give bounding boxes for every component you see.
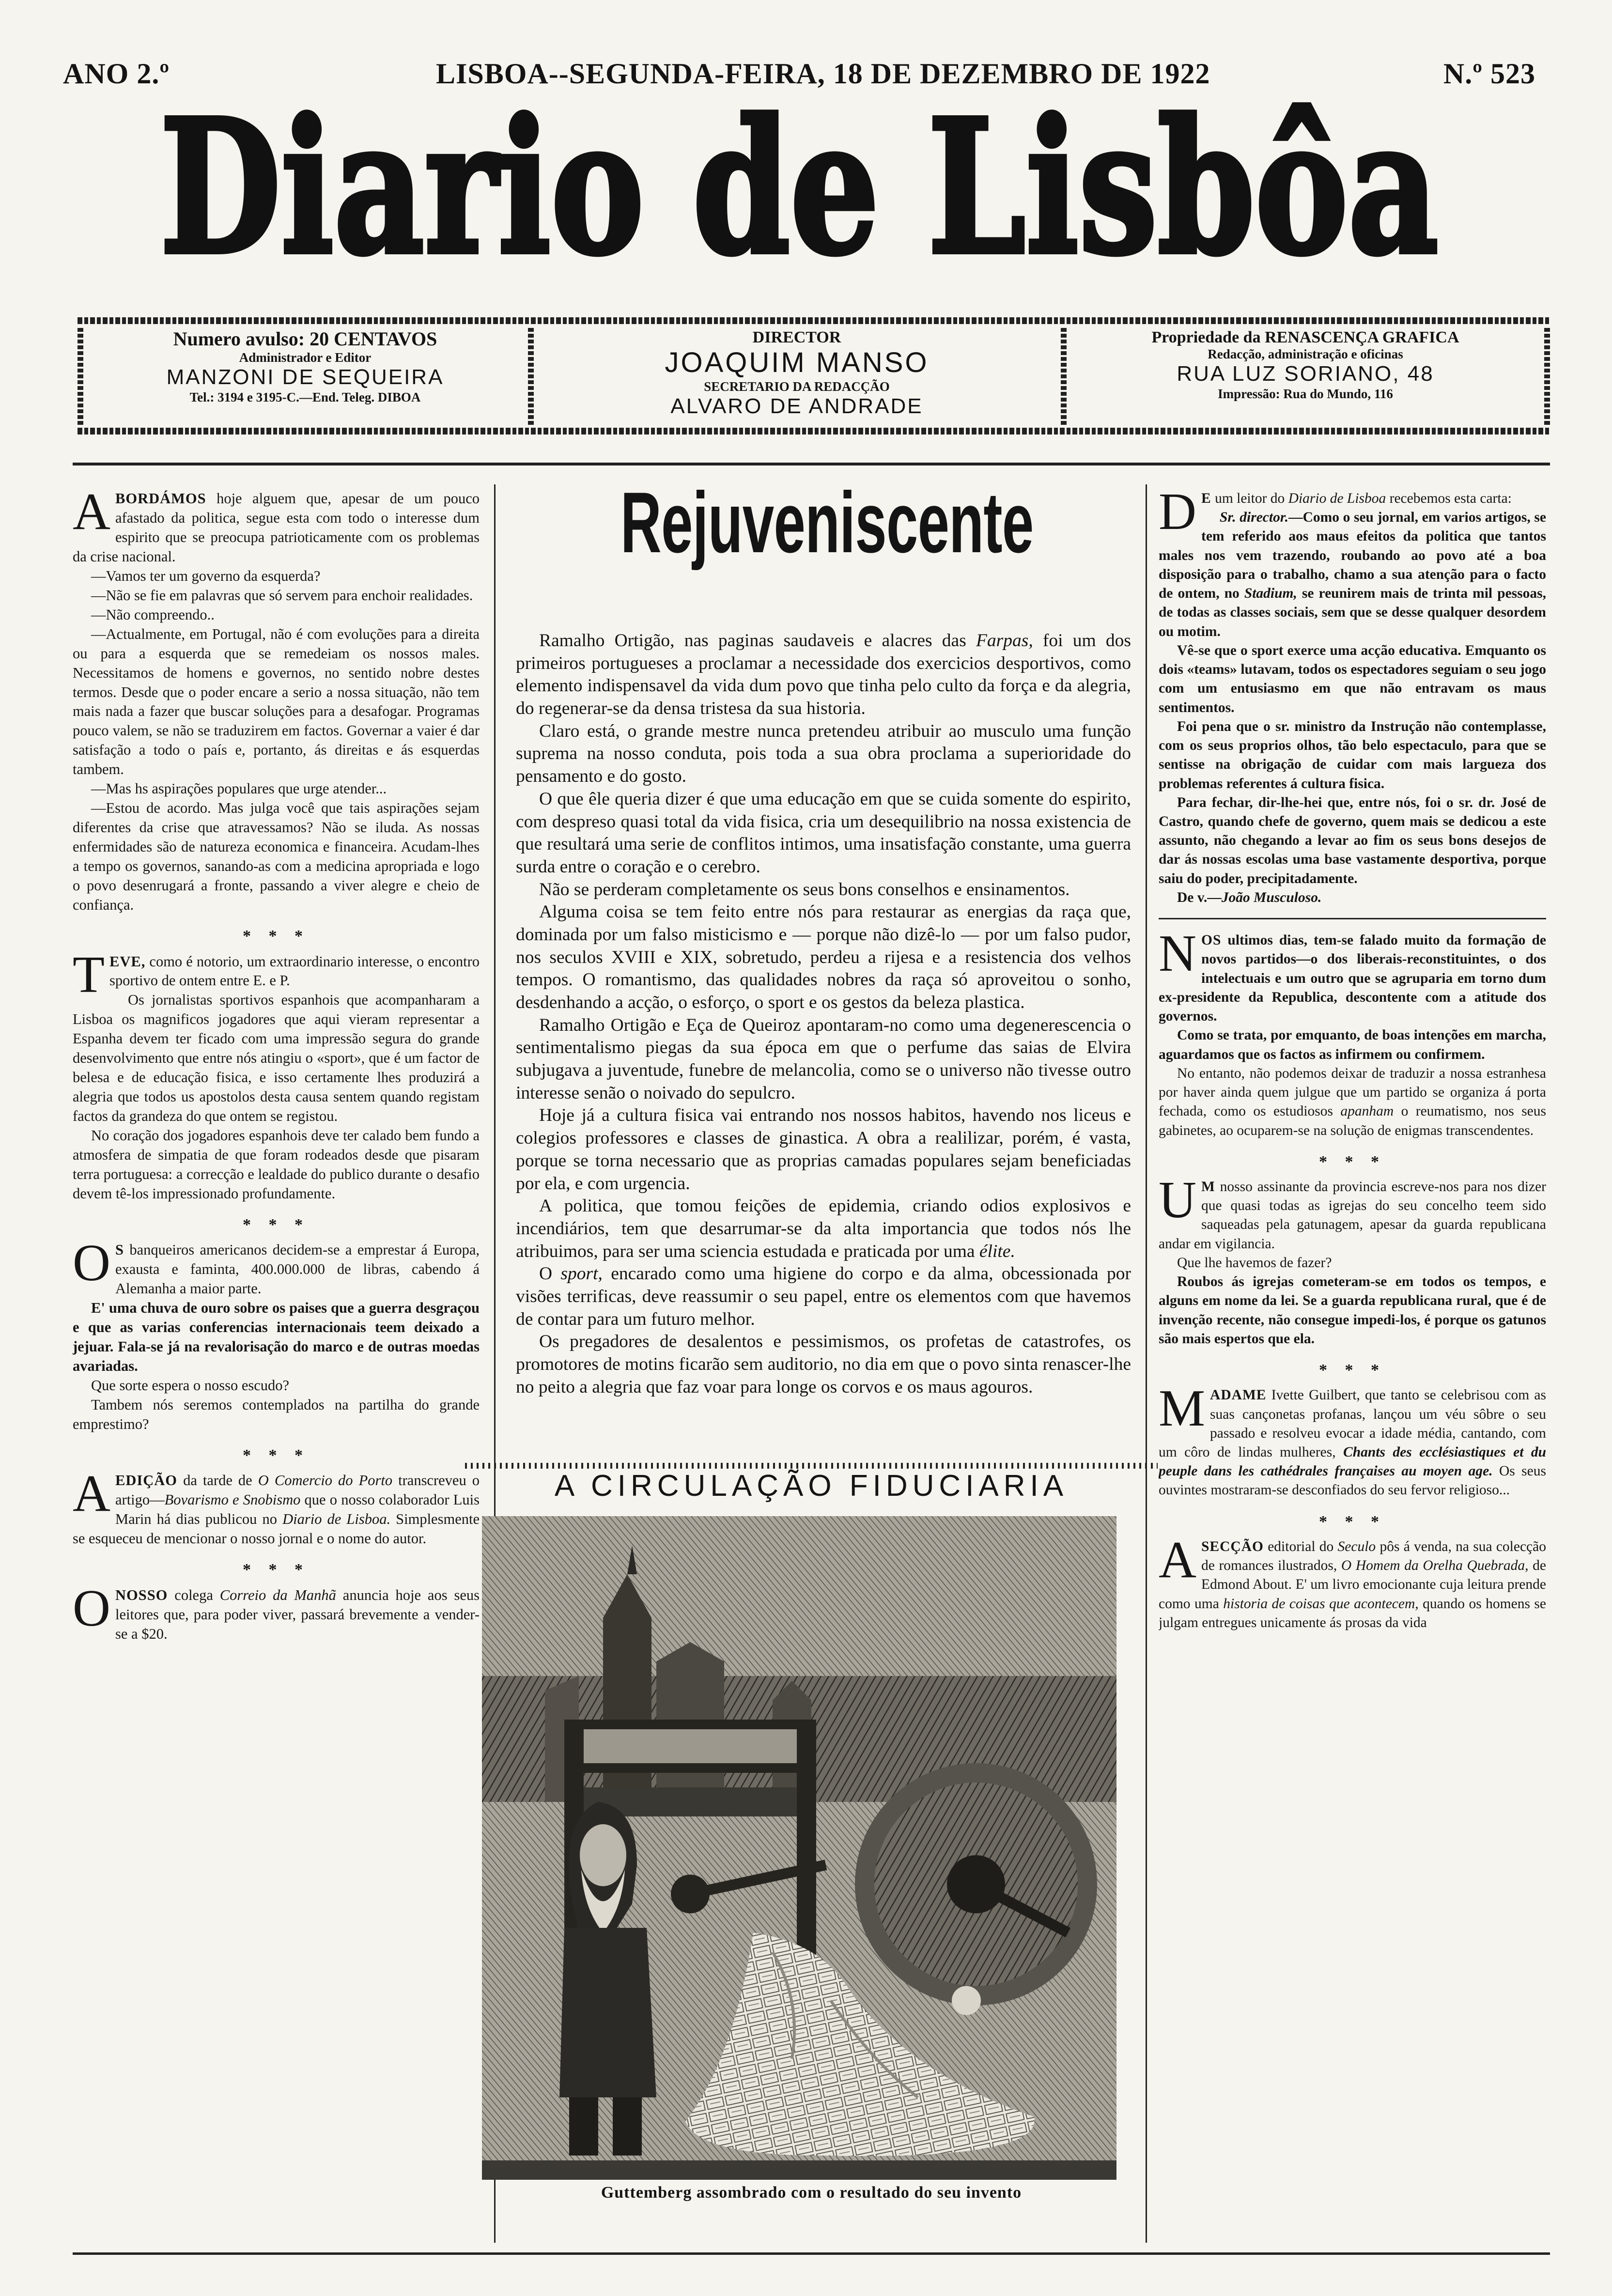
top-frame-rule (73, 463, 1550, 465)
dateline (63, 57, 1535, 96)
lead-word: M (1201, 1179, 1215, 1195)
paragraph: Hoje já a cultura fisica vai entrando nos nossos habitos, havendo nos liceus e colegios professores e classes de ginastica. A obra a realilizar, porém, é vasta, porque se torna necessario que as proprias camadas populares sejam beneficiadas por ela, e com urgencia. (516, 1105, 1131, 1194)
paragraph (1159, 1064, 1546, 1140)
price-line: Numero avulso: 20 CENTAVOS (173, 328, 437, 350)
paragraph: —Estou de acordo. Mas julga você que tais aspirações sejam diferentes da crise que atravessamos? Não se iluda. As nossas enfermidades são de natureza economica e financeira. Acudam-lhes a tempo os governos, sanando-as com a medicina apropriada e logo o povo desenrugará a fronte, passando a viver alegre e cheio de confiança. (73, 800, 480, 914)
paragraph: Que lhe havemos de fazer? (1177, 1255, 1332, 1271)
section-separator: * * * (243, 927, 310, 945)
book-title: O Homem da Orelha Quebrada, (1341, 1558, 1529, 1574)
lead-word: OS (1201, 932, 1222, 948)
paragraph: —Não compreendo.. (91, 606, 215, 623)
owner-line: Propriedade da RENASCENÇA GRAFICA (1151, 328, 1459, 346)
drop-cap: O (73, 1234, 110, 1292)
drop-cap: A (73, 1465, 110, 1523)
newspaper-title: Correio da Manhã (219, 1586, 336, 1603)
column-rule (1146, 484, 1147, 2243)
paragraph (516, 630, 1131, 720)
header-divider (78, 328, 83, 425)
section-separator: * * * (1319, 1361, 1386, 1380)
drop-cap: O (73, 1579, 110, 1637)
header-divider (1061, 328, 1067, 425)
gutenberg-press-drawing (482, 1516, 1116, 2180)
cartoon-illustration (482, 1516, 1116, 2180)
book-title: Farpas, (976, 631, 1033, 651)
phone-line: Tel.: 3194 e 3195-C.—End. Teleg. DIBOA (189, 389, 421, 404)
header-divider (1544, 328, 1550, 425)
header-top-border (78, 317, 1550, 324)
drop-cap: A (73, 489, 110, 541)
song-title: Chants des ecclésiastiques et du peuple dans les cathédrales françaises au moyen age. (1159, 1444, 1546, 1479)
paragraph: Para fechar, dir-lhe-hei que, entre nós, foi o sr. dr. José de Castro, quando chefe de governo, quem mais se dedicou a este assunto, não chegando a levar ao fim os seus bons desejos de dar ás nossas escolas uma base vastamente desportiva, porque saiu do poder, precipitadamente. (1159, 794, 1546, 886)
paragraph: Os pregadores de desalentos e pessimismos, os profetas de catastrofes, os promotores de motins ficarão sem auditorio, no dia em que o povo sinta renascer-lhe no peito a alegria que faz voar para longe os corvos e os maus agouros. (516, 1332, 1131, 1397)
director-name: JOAQUIM MANSO (665, 347, 929, 379)
paragraph: —Não se fie em palavras que só servem para enchoir realidades. (91, 587, 473, 604)
section-separator: * * * (243, 1561, 310, 1579)
cartoon-caption: Guttemberg assombrado com o resultado do seu invento (601, 2184, 1022, 2202)
paragraph: Alguma coisa se tem feito entre nós para restaurar as energias da raça que, dominada por um falso misticismo e — porque não dizê-lo — por um falso pudor, nos seculos XVIII e XIX, sobretudo, perdeu a rijesa e a resistencia dos velhos tempos. O romantismo, das qualidades nobres da raça só aproveitou o sonho, desdenhando a acção, o esforço, o sport e os gestos da beleza plastica. (516, 902, 1131, 1012)
lead-text: pôs á venda, na sua colecção de romances ilustrados, (1201, 1538, 1546, 1574)
dotted-rule (465, 1463, 1158, 1469)
text: No entanto, não podemos deixar de traduzir a nossa estranhesa por haver ainda quem julgue que um partido se organiza á porta fechada, como os estudiosos (1159, 1065, 1546, 1119)
right-column (1159, 489, 1546, 2223)
paragraph: Roubos ás igrejas cometeram-se em todos os tempos, e alguns em nome da lei. Se a guarda republicana rural, que é de invenção recente, não consegue impedi-los, é porque os gatunos são mais espertos que ela. (1159, 1274, 1546, 1347)
news-item-sport (73, 946, 480, 1204)
section-rule (1159, 918, 1546, 922)
signature-name: João Musculoso. (1221, 889, 1322, 905)
masthead (145, 92, 1453, 295)
text: apanham (1340, 1103, 1394, 1119)
news-item-correio (73, 1579, 480, 1644)
lead-text: banqueiros americanos decidem-se a emprestar á Europa, exausta e faminta, 400.000.000 de libras, cabendo á Alemanha a maior parte. (115, 1241, 480, 1297)
text: o reumatismo, nos seus gabinetes, ao ocuparem-se na solução de enigmas transcendentes. (1159, 1103, 1546, 1138)
news-item-guilbert (1159, 1380, 1546, 1500)
lead-word: EDIÇÃO (115, 1472, 178, 1489)
drop-cap: T (73, 946, 105, 1004)
administrator-name: MANZONI DE SEQUEIRA (166, 365, 444, 389)
cartoon-heading: A CIRCULAÇÃO FIDUCIARIA (554, 1469, 1069, 1503)
lead-word: EVE, (109, 953, 146, 970)
lead-word: S (115, 1241, 124, 1258)
text: De v.— (1177, 889, 1222, 905)
section-separator: * * * (1319, 1152, 1386, 1171)
text: —Como o seu jornal, em varios artigos, se tem referido aos maus efeitos da politica que tantos males nos vem trazendo, roubando ao povo até a boa disposição para o trabalho, chamo a sua atenção para o facto de ontem, no (1159, 510, 1546, 602)
secretary-role: SECRETARIO DA REDACÇÃO (704, 379, 890, 394)
lead-text: que o nosso colaborador Luis Marin há dias publicou no (115, 1491, 480, 1528)
news-item-seculo (1159, 1531, 1546, 1632)
lead-text: ultimos dias, tem-se falado muito da formação de novos partidos—o dos liberais-reconstituintes, o dos intelectuais e um outro que se agruparia em torno dum ex-presidente da Republica, descontente com a atitude dos governos. (1159, 932, 1546, 1024)
paragraph: Como se trata, por emquanto, de boas intenções em marcha, aguardamos que os factos as infirmem ou confirmem. (1159, 1027, 1546, 1062)
lead-text: um leitor do (1211, 491, 1288, 506)
venue-name: Stadium, (1244, 586, 1297, 602)
text: Ramalho Ortigão, nas paginas saudaveis e alacres das (539, 631, 976, 651)
lead-text: de Edmond About. E' um livro emocionante cuja leitura prende como uma (1159, 1558, 1546, 1612)
header-left-box (87, 328, 523, 425)
secretary-name: ALVARO DE ANDRADE (670, 394, 923, 418)
news-item-politics (73, 489, 480, 915)
lead-text: nosso assinante da provincia escreve-nos para nos dizer que quasi todas as igrejas do seu concelho teem sido saqueadas pela gatunagem, apesar da guarda republicana andar em vigilancia. (1159, 1179, 1546, 1252)
editorial-title: Rejuveniscente (620, 474, 1034, 571)
paragraph: Os jornalistas sportivos espanhois que acompanharam a Lisboa os magnificos jogadores que aqui vieram representar a Espanha devem ter ficado com uma impressão segura do grande desenvolvimento que entre nós atingiu o «sport», que é um factor de belesa e de educação fisica, e isso certamente lhes produzirá a alegria que todos us apostolos desta causa sentem quando registam factos da grandeza do que ontem se registou. (73, 992, 480, 1125)
text: élite. (979, 1241, 1015, 1261)
signature (1159, 888, 1546, 907)
bottom-frame-rule (73, 2252, 1550, 2255)
newspaper-title: O Comercio do Porto (258, 1472, 393, 1489)
news-item-comercio (73, 1465, 480, 1549)
news-item-reader-letter (1159, 489, 1546, 907)
lead-text: Simplesmente se esqueceu de mencionar o nosso jornal e o nome do autor. (73, 1511, 480, 1547)
text: sport, (560, 1264, 603, 1284)
text: encarado como uma higiene do corpo e da alma, obcessionada por visões terrificas, deve reassumir o seu papel, entre os elementos com que havemos de contar para um futuro melhor. (516, 1264, 1131, 1329)
lead-text: Os seus ouvintes mostraram-se desconfiados do seu fervor religioso... (1159, 1463, 1546, 1498)
year-label: ANO 2.º (63, 58, 170, 90)
paragraph: Não se perderam completamente os seus bons conselhos e ensinamentos. (539, 879, 1070, 900)
lead-text: recebemos esta carta: (1386, 491, 1512, 506)
paragraph: —Actualmente, em Portugal, não é com evoluções para a direita ou para a esquerda que se remedeiam os nossos males. Necessitamos de homens e governos, no sentido nobre destes termos. Desde que o poder encare a serio a nossa situação, não tem mais nada a fazer que buscar soluções para a desafogar. Programas pouco valem, se não se traduzirem em factos. Governar a vaier é dar satisfação a todo o país e, portanto, ás direitas e ás esquerdas tambem. (73, 625, 480, 778)
printing-line: Impressão: Rua do Mundo, 116 (1218, 386, 1393, 401)
address-line: RUA LUZ SORIANO, 48 (1177, 362, 1434, 386)
drop-cap: U (1159, 1171, 1196, 1229)
header-right-box (1070, 328, 1540, 425)
text: se reunirem mais de trinta mil pessoas, de todas as classes sociais, sem que se desse qualquer desordem ou motim. (1159, 586, 1546, 639)
section-separator: * * * (243, 1215, 310, 1234)
quote: historia de coisas que acontecem, (1223, 1596, 1419, 1612)
paragraph: Foi pena que o sr. ministro da Instrução não contemplasse, com os seus proprios olhos, tão belo espectaculo, para que se sentisse na obrigação de cuidar com mais largueza dos problemas referentes á cultura fisica. (1159, 718, 1546, 791)
text: A politica, que tomou feições de epidemia, criando odios explosivos e incendiários, tem que desarrumar-se da alta importancia que todos nós lhe atribuimos, para ser uma sciencia estudada e praticada por uma (516, 1196, 1131, 1261)
lead-text: editorial do (1263, 1538, 1338, 1554)
salutation: Sr. director. (1220, 510, 1289, 526)
masthead-title: Diario de Lisbôa (160, 92, 1439, 295)
paragraph (516, 1195, 1131, 1263)
editorial-body (516, 630, 1131, 1398)
newspaper-title: Diario de Lisboa. (282, 1511, 391, 1528)
news-item-parties (1159, 925, 1546, 1140)
administrator-role: Administrador e Editor (239, 350, 372, 365)
newspaper-title: Seculo (1337, 1538, 1376, 1554)
news-item-bankers (73, 1234, 480, 1434)
issue-date: LISBOA--SEGUNDA-FEIRA, 18 DE DEZEMBRO DE 1922 (436, 58, 1210, 90)
header-boxes (78, 317, 1550, 438)
paragraph (516, 1263, 1131, 1331)
drop-cap: A (1159, 1531, 1196, 1589)
lead-word: SECÇÃO (1201, 1538, 1264, 1554)
lead-word: NOSSO (115, 1586, 168, 1603)
lead-word: BORDÁMOS (115, 490, 206, 507)
lead-text: quando os homens se julgam entregues unicamente ás prosas da vida (1159, 1596, 1546, 1630)
drop-cap: N (1159, 925, 1196, 983)
header-divider (528, 328, 534, 425)
drop-cap: D (1159, 489, 1196, 541)
lead-text: como é notorio, um extraordinario interesse, o encontro sportivo de ontem entre E. e P. (109, 953, 480, 989)
issue-number: N.º 523 (1443, 58, 1535, 90)
lead-text: Ivette Guilbert, que tanto se celebrisou com as suas cançonetas profanas, lançou um véu sôbre o seu passado e resolveu evocar a idade média, cantando, com um côro de lindas mulheres, (1159, 1387, 1546, 1460)
paragraph (1159, 508, 1546, 641)
drop-cap: M (1159, 1380, 1206, 1438)
section-separator: * * * (243, 1446, 310, 1464)
lead-text: da tarde de (177, 1472, 258, 1489)
offices-line: Redacção, administração e oficinas (1208, 347, 1403, 362)
header-bottom-border (78, 428, 1550, 434)
masthead-logo (145, 92, 1453, 295)
news-item-churches (1159, 1171, 1546, 1349)
director-role: DIRECTOR (752, 328, 841, 346)
lead-word: ADAME (1210, 1387, 1267, 1403)
paragraph: E' uma chuva de ouro sobre os paises que a guerra desgraçou e que as varias conferencias internacionais teem deixado a jejuar. Fala-se já na revalorisação do marco e de outras moedas avariadas. (73, 1300, 480, 1375)
paragraph: Que sorte espera o nosso escudo? (91, 1377, 290, 1394)
left-column (73, 489, 480, 2223)
text: foi um dos primeiros portugueses a proclamar a necessidade dos exercicios desportivos, como elemento indispensavel da vida dum povo que tinha pelo culto da força e da alegria, do regenerar-se da densa tristesa da sua historia. (516, 631, 1132, 719)
lead-text: hoje alguem que, apesar de um pouco afastado da politica, segue esta com todo o interesse dum espirito que se preocupa patrioticamente com os problemas da crise nacional. (73, 490, 480, 565)
paragraph: O que êle queria dizer é que uma educação em que se cuida somente do espirito, com despreso quasi total da vida fisica, cria um desequilibrio na nossa existencia de que resultará uma serie de conflitos intimos, uma insatisfação constante, uma guerra surda entre o coração e o cerebro. (516, 789, 1131, 877)
section-separator: * * * (1319, 1512, 1386, 1531)
paragraph: Claro está, o grande mestre nunca pretendeu atribuir ao musculo uma função suprema na nosso conduta, pois toda a sua obra proclama a superioridade do pensamento e do gosto. (516, 721, 1131, 787)
paragraph: No coração dos jogadores espanhois deve ter calado bem fundo a atmosfera de simpatia de que foram rodeados desde que pisaram terra portuguesa: a correcção e lealdade do publico durante o desafio devem tê-los impressionado profundamente. (73, 1127, 480, 1202)
paragraph: Tambem nós seremos contemplados na partilha do grande emprestimo? (73, 1396, 480, 1432)
lead-word: E (1201, 491, 1211, 506)
paragraph: —Mas hs aspirações populares que urge atender... (91, 780, 387, 797)
lead-text: anuncia hoje aos seus leitores que, para poder viver, passará brevemente a vender-se a $20. (115, 1586, 480, 1642)
paragraph: Vê-se que o sport exerce uma acção educativa. Emquanto os dois «teams» lutavam, todos os espectadores seguiam o seu jogo com um entusiasmo em que não entravam os maus sentimentos. (1159, 642, 1546, 715)
header-center-box (538, 328, 1056, 425)
paragraph: —Vamos ter um governo da esquerda? (91, 567, 321, 584)
lead-text: transcreveu o artigo— (115, 1472, 480, 1508)
article-title: Bovarismo e Snobismo (164, 1491, 301, 1508)
paragraph: Ramalho Ortigão e Eça de Queiroz apontaram-no como uma degenerescencia o sentimentalismo piegas da sua época em que o perfume das saias de Elvira subjugava a juventude, funebre de melancolia, como se o universo não tivesse outro interesse senão o noivado do sepulcro. (516, 1015, 1131, 1103)
lead-text: colega (168, 1586, 220, 1603)
newspaper-title: Diario de Lisboa (1288, 491, 1386, 506)
text: O (539, 1264, 561, 1284)
